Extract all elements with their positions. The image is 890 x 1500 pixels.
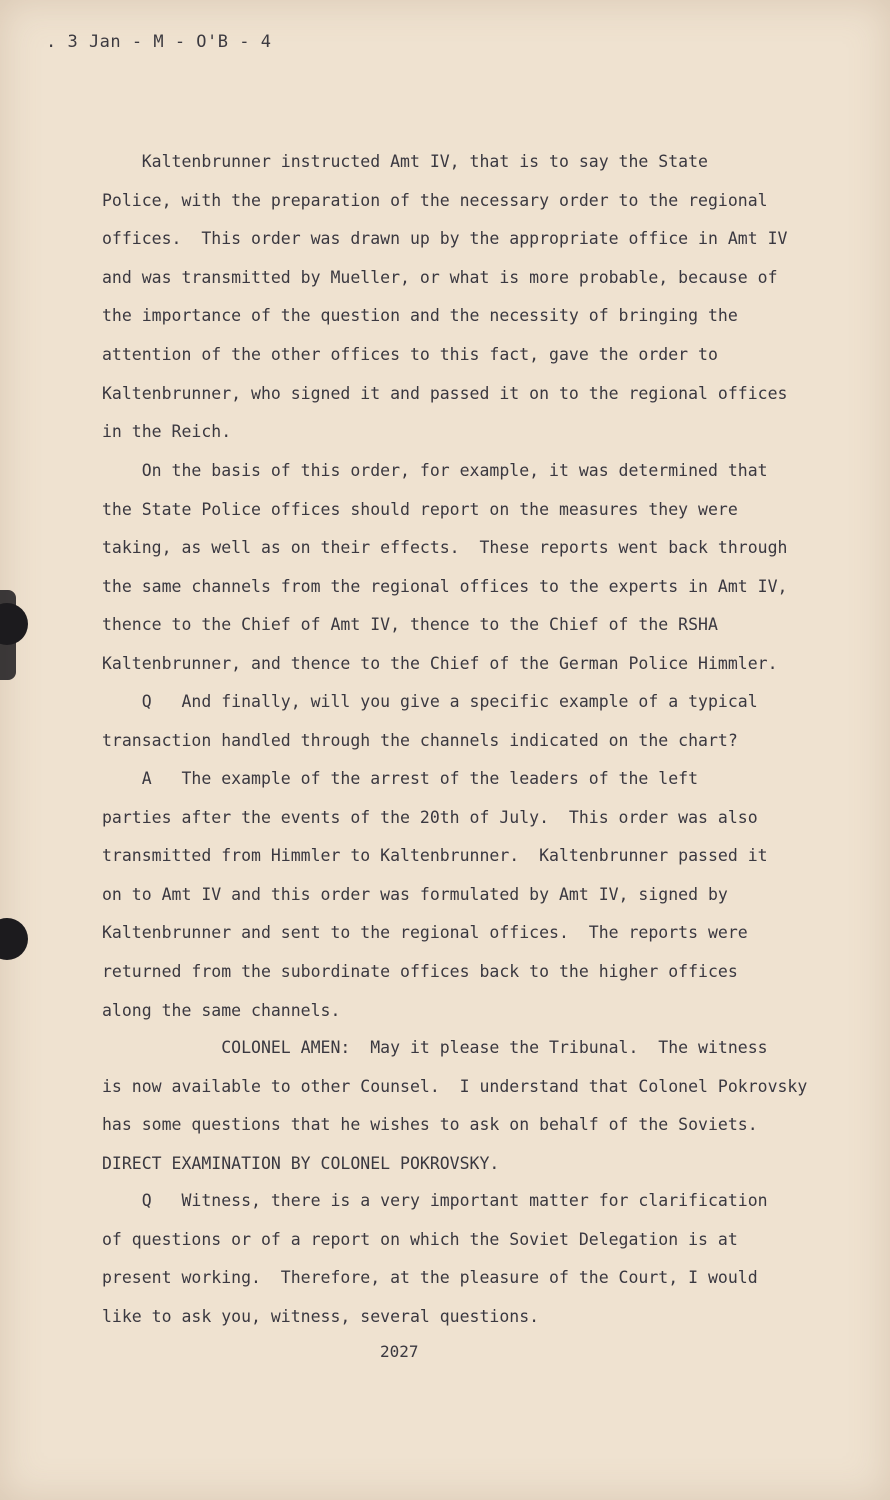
text-line: in the Reich. xyxy=(102,422,232,442)
paragraph-kaltenbrunner-instructed xyxy=(102,143,792,452)
text-line: offices. This order was drawn up by the appropriate office in Amt IV xyxy=(102,229,788,249)
text-line: of questions or of a report on which the Soviet Delegation is at xyxy=(102,1229,738,1249)
paragraph-answer-example xyxy=(102,760,792,1030)
punch-hole xyxy=(0,603,28,645)
text-line: On the basis of this order, for example, it was determined that xyxy=(102,461,768,480)
text-line: taking, as well as on their effects. These reports went back through xyxy=(102,538,788,558)
text-line: A The example of the arrest of the leaders of the left xyxy=(102,769,699,788)
text-line: present working. Therefore, at the pleasure of the Court, I would xyxy=(102,1268,758,1288)
page-number: 2027 xyxy=(380,1342,419,1361)
text-line: Kaltenbrunner, who signed it and passed it on to the regional offices xyxy=(102,383,788,403)
text-line: COLONEL AMEN: May it please the Tribunal. The witness xyxy=(102,1038,768,1057)
text-line: Q Witness, there is a very important matter for clarification xyxy=(102,1191,768,1210)
text-line: DIRECT EXAMINATION BY COLONEL POKROVSKY. xyxy=(102,1153,500,1173)
text-line: the same channels from the regional offices to the experts in Amt IV, xyxy=(102,576,788,596)
paragraph-colonel-amen xyxy=(102,1029,808,1183)
text-line: Kaltenbrunner instructed Amt IV, that is to say the State xyxy=(102,152,708,171)
text-line: the State Police offices should report on the measures they were xyxy=(102,499,738,519)
paragraph-basis-of-order xyxy=(102,452,792,684)
text-line: is now available to other Counsel. I understand that Colonel Pokrovsky xyxy=(102,1076,808,1096)
text-line: on to Amt IV and this order was formulated by Amt IV, signed by xyxy=(102,884,728,904)
text-line: has some questions that he wishes to ask on behalf of the Soviets. xyxy=(102,1115,758,1135)
text-line: transmitted from Himmler to Kaltenbrunner. Kaltenbrunner passed it xyxy=(102,846,768,866)
text-line: transaction handled through the channels indicated on the chart? xyxy=(102,730,738,750)
text-line: returned from the subordinate offices back to the higher offices xyxy=(102,961,738,981)
text-line: and was transmitted by Mueller, or what is more probable, because of xyxy=(102,267,778,287)
punch-hole xyxy=(0,918,28,960)
text-line: like to ask you, witness, several questions. xyxy=(102,1306,540,1326)
text-line: the importance of the question and the necessity of bringing the xyxy=(102,306,738,326)
page-header-reference: . 3 Jan - M - O'B - 4 xyxy=(46,32,272,52)
text-line: Kaltenbrunner, and thence to the Chief of the German Police Himmler. xyxy=(102,653,778,673)
text-line: attention of the other offices to this fact, gave the order to xyxy=(102,344,718,364)
paragraph-question-example xyxy=(102,683,792,760)
text-line: Police, with the preparation of the necessary order to the regional xyxy=(102,190,768,210)
text-line: Q And finally, will you give a specific example of a typical xyxy=(102,692,758,711)
text-line: along the same channels. xyxy=(102,1000,341,1020)
text-line: Kaltenbrunner and sent to the regional offices. The reports were xyxy=(102,923,748,943)
text-line: thence to the Chief of Amt IV, thence to the Chief of the RSHA xyxy=(102,615,718,635)
paragraph-pokrovsky-question xyxy=(102,1182,792,1336)
text-line: parties after the events of the 20th of July. This order was also xyxy=(102,807,758,827)
